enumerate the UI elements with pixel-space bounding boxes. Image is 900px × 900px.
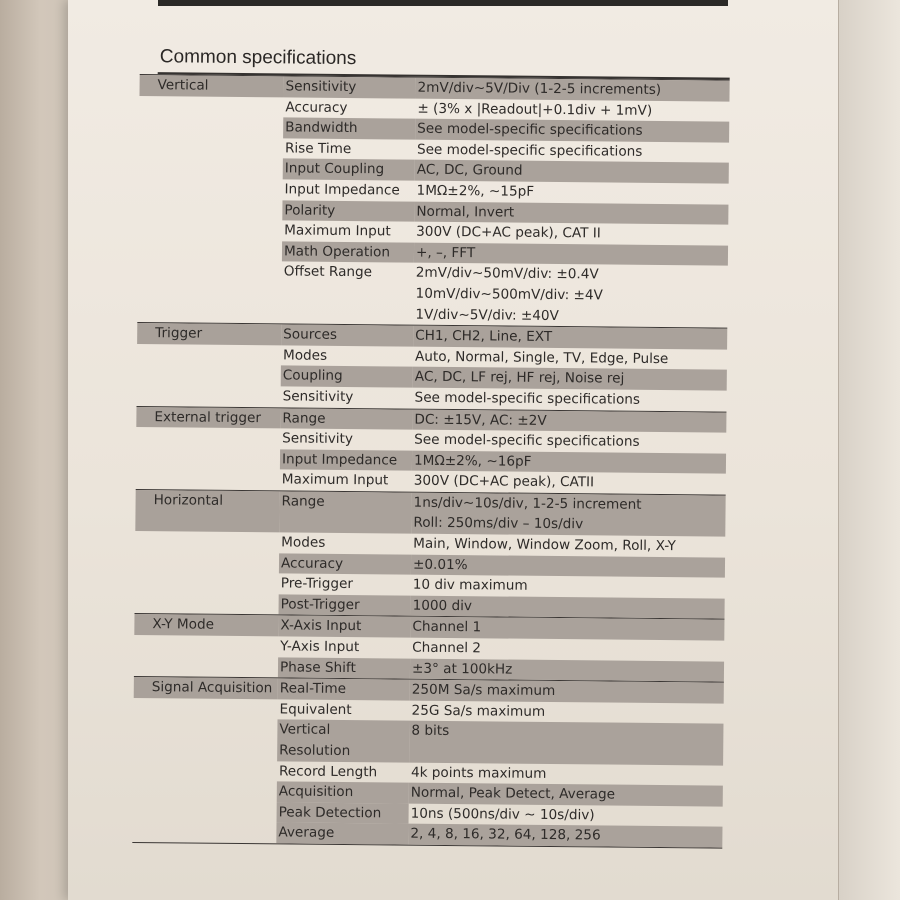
parameter-line: Bandwidth — [285, 119, 358, 137]
group-spacer — [138, 178, 282, 200]
value-line: CH1, CH2, Line, EXT — [415, 327, 553, 346]
value-line: 8 bits — [411, 723, 450, 740]
parameter-name — [277, 802, 409, 824]
parameter-name — [282, 221, 414, 243]
group-spacer — [138, 240, 282, 262]
group-spacer — [139, 116, 283, 138]
parameter-line: X-Axis Input — [280, 617, 362, 635]
parameter-line: Average — [278, 824, 335, 842]
parameter-value — [410, 658, 724, 682]
parameter-line: Accuracy — [285, 98, 348, 116]
parameter-line: Maximum Input — [284, 222, 391, 240]
parameter-name — [277, 761, 409, 783]
parameter-line: Modes — [281, 534, 326, 551]
parameter-line: Pre-Trigger — [280, 575, 354, 593]
value-line: ±3° at 100kHz — [411, 660, 513, 678]
parameter-name — [283, 159, 415, 181]
group-spacer — [136, 448, 280, 470]
parameter-name — [279, 594, 411, 616]
parameter-name — [278, 616, 410, 638]
parameter-line: Coupling — [282, 367, 343, 385]
group-spacer — [135, 552, 279, 574]
group-spacer — [139, 157, 283, 179]
parameter-line: Input Impedance — [281, 451, 398, 469]
group-spacer — [133, 718, 277, 761]
parameter-line: Peak Detection — [278, 804, 382, 822]
parameter-name — [283, 118, 415, 140]
value-line: See model-specific specifications — [417, 120, 643, 140]
group-label: X-Y Mode — [134, 614, 278, 636]
parameter-line: Phase Shift — [279, 658, 356, 676]
parameter-name — [278, 657, 410, 679]
group-spacer — [133, 760, 277, 782]
group-spacer — [134, 698, 278, 720]
parameter-name — [279, 574, 411, 596]
value-line: 1V/div~5V/div: ±40V — [415, 306, 559, 324]
parameter-name — [278, 679, 410, 701]
value-line: 2mV/div~5V/Div (1-2-5 increments) — [417, 79, 662, 99]
parameter-line: Y-Axis Input — [280, 638, 360, 656]
value-line: 10mV/div~500mV/div: ±4V — [415, 285, 603, 304]
group-spacer — [133, 780, 277, 802]
parameter-line: Acquisition — [278, 783, 354, 801]
group-spacer — [135, 531, 279, 553]
group-spacer — [135, 572, 279, 594]
parameter-name — [281, 386, 413, 408]
spec-row — [135, 489, 725, 537]
value-line: 1000 div — [412, 597, 473, 615]
value-line: 1MΩ±2%, ~16pF — [413, 452, 532, 470]
group-spacer — [136, 468, 280, 490]
group-spacer — [138, 219, 282, 241]
value-line: 300V (DC+AC peak), CAT II — [416, 223, 601, 242]
parameter-name — [280, 408, 412, 430]
value-line: See model-specific specifications — [414, 431, 640, 450]
parameter-line: Math Operation — [283, 243, 391, 261]
value-line: 10 div maximum — [412, 576, 528, 594]
value-line: 250M Sa/s maximum — [411, 681, 556, 700]
value-line: ±0.01% — [412, 556, 468, 573]
value-line: 1ns/div~10s/div, 1-2-5 increment — [413, 494, 642, 513]
group-spacer — [137, 364, 281, 386]
value-line: See model-specific specifications — [416, 141, 643, 160]
parameter-name — [277, 782, 409, 804]
parameter-line: Input Impedance — [284, 181, 400, 199]
parameter-name — [282, 200, 414, 222]
parameter-line: Sensitivity — [282, 388, 354, 405]
parameter-line: Offset Range — [283, 263, 373, 281]
parameter-name — [283, 76, 415, 98]
parameter-line: Range — [281, 493, 325, 510]
page-top-rule — [158, 0, 728, 6]
spec-row — [137, 260, 728, 327]
parameter-value — [409, 721, 723, 765]
parameter-value — [412, 471, 726, 495]
group-spacer — [132, 821, 276, 843]
parameter-line: Polarity — [284, 201, 336, 219]
parameter-name — [281, 366, 413, 388]
parameter-name — [278, 636, 410, 658]
parameter-line: Real-Time — [279, 680, 347, 698]
parameter-line: Resolution — [279, 742, 351, 760]
parameter-line: Maximum Input — [281, 471, 389, 489]
parameter-line: Input Coupling — [284, 160, 385, 178]
group-label: Trigger — [137, 323, 281, 345]
parameter-value — [408, 824, 722, 848]
group-spacer — [133, 801, 277, 823]
parameter-name — [277, 720, 409, 762]
parameter-name — [282, 241, 414, 263]
value-line: AC, DC, LF rej, HF rej, Noise rej — [414, 368, 625, 387]
value-line: Normal, Peak Detect, Average — [410, 784, 616, 803]
value-line: AC, DC, Ground — [416, 162, 523, 180]
parameter-line: Modes — [282, 347, 328, 364]
adjacent-page-edge — [838, 0, 900, 900]
value-line: ± (3% x |Readout|+0.1div + 1mV) — [417, 100, 653, 119]
parameter-value — [411, 595, 725, 619]
parameter-line: Equivalent — [279, 701, 352, 718]
parameter-line: Accuracy — [280, 555, 344, 572]
group-spacer — [137, 260, 282, 323]
parameter-name — [283, 97, 415, 119]
value-line: Roll: 250ms/div – 10s/div — [413, 515, 584, 533]
value-line: DC: ±15V, AC: ±2V — [414, 411, 547, 429]
parameter-name — [279, 491, 411, 533]
group-spacer — [137, 385, 281, 407]
parameter-name — [280, 428, 412, 450]
value-line: 2, 4, 8, 16, 32, 64, 128, 256 — [410, 826, 601, 844]
group-spacer — [134, 656, 278, 678]
value-line: 2mV/div~50mV/div: ±0.4V — [415, 265, 599, 283]
value-line: Channel 1 — [412, 619, 482, 636]
parameter-name — [280, 449, 412, 471]
parameter-name — [281, 345, 413, 367]
group-label: External trigger — [136, 406, 280, 428]
group-spacer — [134, 635, 278, 657]
group-spacer — [137, 344, 281, 366]
parameter-line: Vertical — [279, 721, 331, 739]
group-label: Signal Acquisition — [134, 677, 278, 699]
section-heading: Common specifications — [159, 46, 357, 70]
parameter-name — [281, 262, 414, 325]
value-line: 10ns (500ns/div ~ 10s/div) — [410, 805, 595, 824]
value-line: See model-specific specifications — [414, 389, 641, 408]
parameter-line: Sources — [283, 326, 338, 344]
value-line: Channel 2 — [412, 639, 482, 657]
value-line: +, –, FFT — [415, 244, 476, 261]
parameter-value — [411, 493, 725, 537]
spec-sheet — [132, 42, 730, 849]
value-line: Auto, Normal, Single, TV, Edge, Pulse — [414, 348, 669, 367]
group-label: Horizontal — [135, 490, 279, 533]
parameter-line: Record Length — [278, 762, 378, 780]
value-line: 25G Sa/s maximum — [411, 702, 546, 720]
parameter-line: Range — [282, 409, 326, 427]
parameter-name — [278, 699, 410, 721]
group-label: Vertical — [139, 75, 283, 97]
group-spacer — [135, 593, 279, 615]
parameter-line: Sensitivity — [285, 78, 357, 96]
group-spacer — [138, 199, 282, 221]
parameter-line: Post-Trigger — [280, 596, 360, 613]
parameter-name — [282, 179, 414, 201]
parameter-name — [279, 532, 411, 554]
value-line: Main, Window, Window Zoom, Roll, X-Y — [413, 535, 676, 555]
parameter-name — [281, 324, 413, 346]
parameter-line: Rise Time — [284, 140, 352, 157]
spec-table — [132, 74, 729, 848]
parameter-name — [279, 553, 411, 575]
parameter-line: Sensitivity — [282, 430, 354, 448]
parameter-name — [280, 470, 412, 492]
parameter-value — [412, 388, 726, 412]
group-spacer — [139, 96, 283, 118]
value-line: Normal, Invert — [416, 203, 515, 221]
group-spacer — [136, 427, 280, 449]
spec-row — [133, 718, 723, 765]
group-spacer — [139, 137, 283, 159]
parameter-name — [276, 823, 408, 845]
value-line: 4k points maximum — [410, 764, 547, 782]
value-line: 300V (DC+AC peak), CATII — [413, 472, 595, 491]
parameter-name — [283, 138, 415, 160]
value-line: 1MΩ±2%, ~15pF — [416, 182, 535, 200]
parameter-value — [413, 263, 728, 328]
